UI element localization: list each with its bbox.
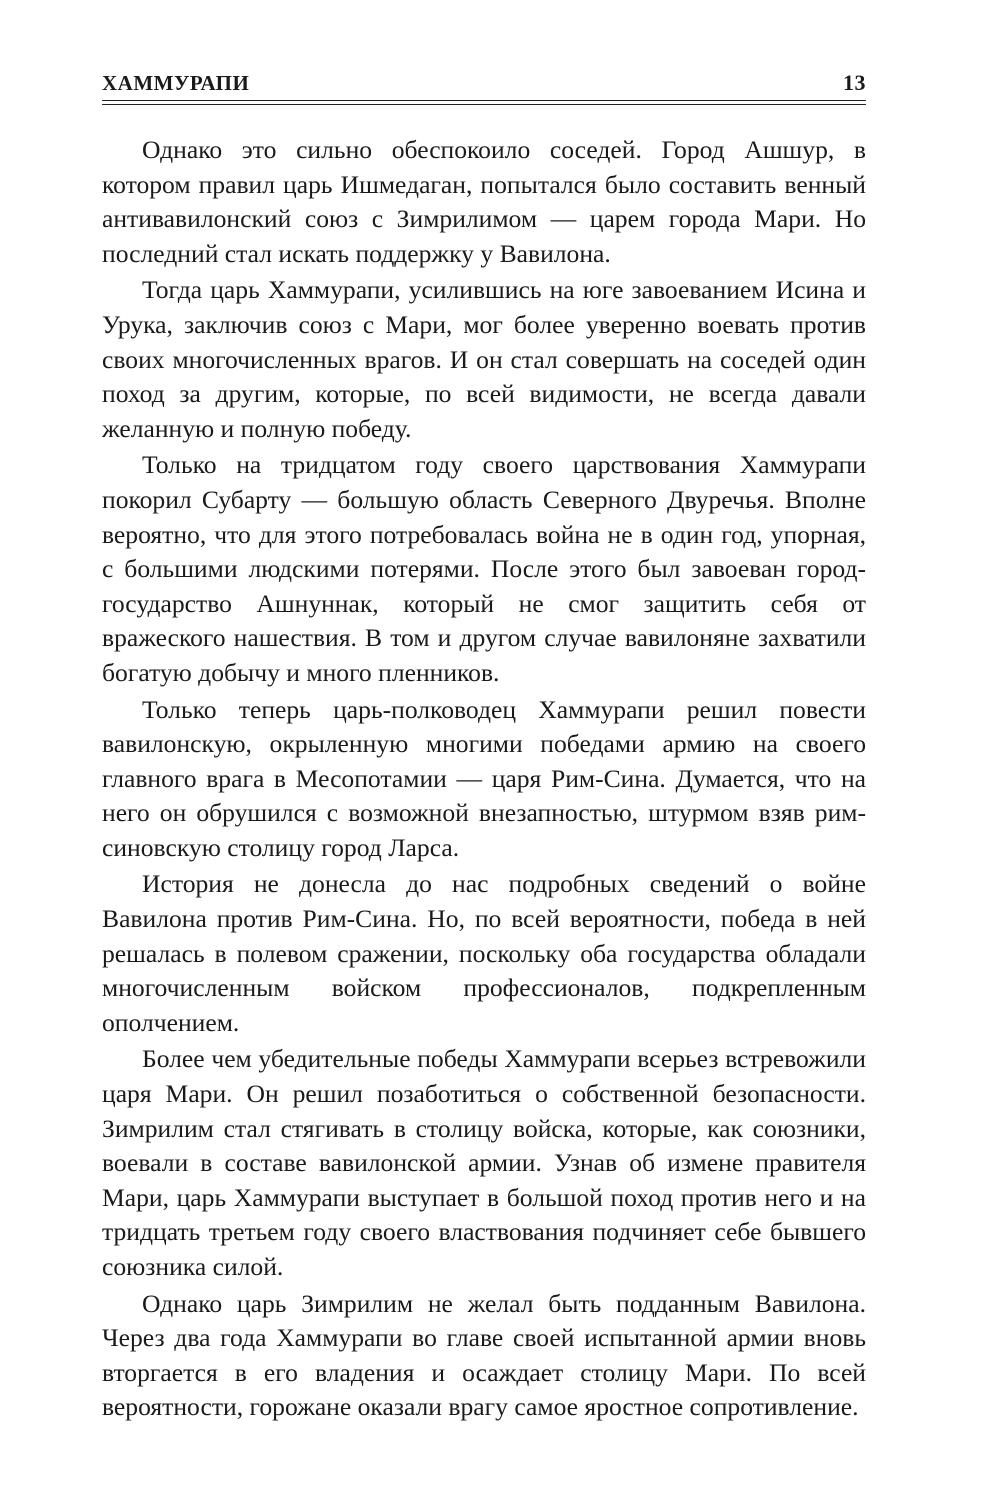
header-rule (102, 100, 866, 105)
paragraph: Более чем убедительные победы Хаммурапи всерьез встревожили царя Мари. Он решил позаботиться о собственной безопасности. Зимрилим стал стягивать в столицу войска, которые, как союзники, воевали в составе вавилонской армии. Узнав об измене правителя Мари, царь Хаммурапи выступает в большой поход против него и на тридцать третьем году своего властвования подчиняет себе бывшего союзника силой. (102, 1044, 866, 1281)
paragraph: Только теперь царь-полководец Хаммурапи решил повести вавилонскую, окрыленную многими победами армию на своего главного врага в Месопотамии — царя Рим-Сина. Думается, что на него он обрушился с возможной внезапностью, штурмом взяв рим-синовскую столицу город Ларса. (102, 694, 866, 862)
page-number: 13 (843, 70, 866, 95)
paragraph: Однако это сильно обеспокоило соседей. Город Ашшур, в котором правил царь Ишмедаган, попытался было составить венный антивавилонский союз с Зимрилимом — царем города Мари. Но последний стал искать поддержку у Вавилона. (102, 135, 866, 268)
paragraph: История не донесла до нас подробных сведений о войне Вавилона против Рим-Сина. Но, по всей вероятности, победа в ней решалась в полевом сражении, поскольку оба государства обладали многочисленным войском профессионалов, подкрепленным ополчением. (102, 869, 866, 1037)
book-page (102, 62, 866, 1427)
body-text (102, 133, 866, 1425)
paragraph: Только на тридцатом году своего царствования Хаммурапи покорил Субарту — большую область Северного Двуречья. Вполне вероятно, что для этого потребовалась война не в один год, упорная, с большими людскими потерями. После этого был завоеван город-государство Ашнуннак, который не смог защитить себя от вражеского нашествия. В том и другом случае вавилоняне захватили богатую добычу и много пленников. (102, 450, 866, 687)
running-head (102, 62, 866, 96)
paragraph: Тогда царь Хаммурапи, усилившись на юге завоеванием Исина и Урука, заключив союз с Мари, мог более уверенно воевать против своих многочисленных врагов. И он стал совершать на соседей один поход за другим, которые, по всей видимости, не всегда давали желанную и полную победу. (102, 275, 866, 443)
running-title: ХАММУРАПИ (102, 71, 250, 95)
paragraph: Однако царь Зимрилим не желал быть подданным Вавилона. Через два года Хаммурапи во главе своей испытанной армии вновь вторгается в его владения и осаждает столицу Мари. По всей вероятности, горожане оказали врагу самое яростное сопротивление. (102, 1288, 866, 1422)
